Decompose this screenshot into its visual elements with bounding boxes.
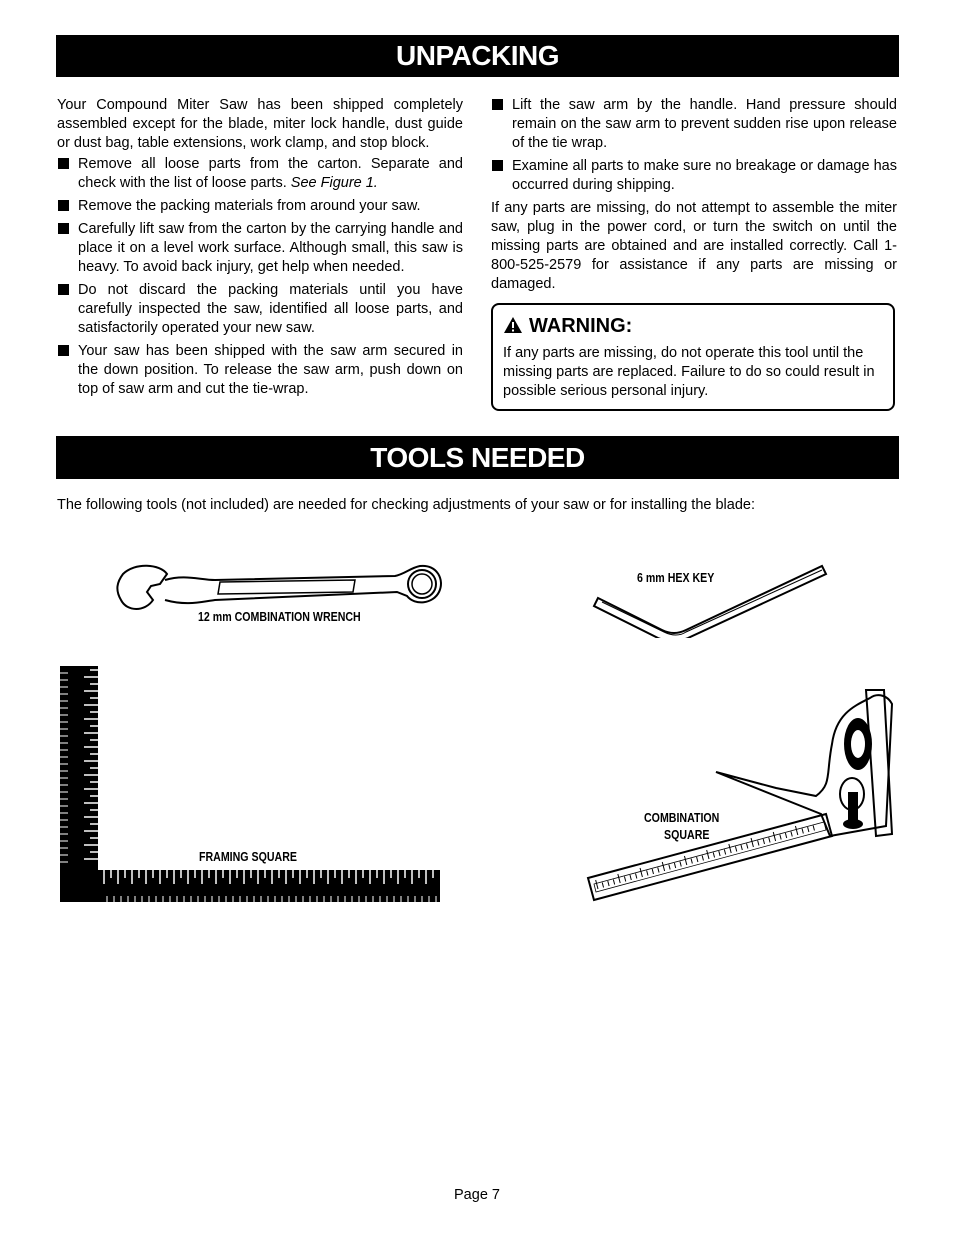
list-item (57, 220, 463, 277)
unpacking-left-column (57, 96, 463, 403)
list-item (491, 96, 897, 153)
unpacking-intro: Your Compound Miter Saw has been shipped completely assembled except for the blade, miter lock handle, dust guide or dust bag, table extensions, work clamp, and stop block. (57, 97, 463, 151)
section-title-tools-needed: TOOLS NEEDED (56, 436, 899, 479)
list-item (491, 157, 897, 195)
figure-reference: See Figure 1. (290, 175, 378, 191)
bullet-text: Your saw has been shipped with the saw arm secured in the down position. To release the saw arm, push down on top of saw arm and cut the tie-wrap. (78, 343, 463, 397)
bullet-text: Do not discard the packing materials until you have carefully inspected the saw, identified all loose parts, and satisfactorily operated your new saw. (78, 282, 463, 336)
page-number: Page 7 (454, 1187, 500, 1203)
combination-square-label-line2: SQUARE (664, 828, 710, 842)
bullet-text: Remove the packing materials from around your saw. (78, 198, 421, 214)
warning-box (491, 303, 895, 411)
combination-square-label-line1: COMBINATION (644, 811, 720, 825)
bullet-square-icon (492, 99, 503, 110)
bullet-square-icon (58, 158, 69, 169)
bullet-square-icon (58, 345, 69, 356)
hex-key-label: 6 mm HEX KEY (637, 571, 715, 585)
tools-intro: The following tools (not included) are needed for checking adjustments of your saw or for installing the blade: (57, 497, 756, 513)
warning-triangle-icon (503, 316, 523, 334)
list-item (57, 197, 463, 216)
list-item (57, 342, 463, 399)
bullet-square-icon (58, 284, 69, 295)
warning-title (503, 315, 632, 337)
wrench-label: 12 mm COMBINATION WRENCH (198, 610, 361, 624)
bullet-text: Carefully lift saw from the carton by the carrying handle and place it on a level work surface. Although small, this saw is heavy. To avoid back injury, get help when needed. (78, 221, 463, 275)
section-title-unpacking: UNPACKING (56, 35, 899, 77)
missing-parts-paragraph: If any parts are missing, do not attempt to assemble the miter saw, plug in the power cord, or turn the switch on until the missing parts are obtained and are installed correctly. Call 1-800-525-2579 for assistance if any parts are missing or damaged. (491, 200, 897, 292)
bullet-text: Examine all parts to make sure no breakage or damage has occurred during shipping. (512, 158, 897, 193)
bullet-square-icon (58, 223, 69, 234)
bullet-square-icon (492, 160, 503, 171)
framing-square-label: FRAMING SQUARE (199, 850, 297, 864)
combination-square-illustration (586, 684, 896, 906)
warning-text: If any parts are missing, do not operate this tool until the missing parts are replaced. Failure to do so could result in possible serious personal injury. (503, 345, 875, 399)
unpacking-right-column (491, 96, 897, 294)
list-item (57, 281, 463, 338)
bullet-square-icon (58, 200, 69, 211)
list-item (57, 155, 463, 193)
framing-square-illustration (60, 666, 442, 904)
bullet-text: Lift the saw arm by the handle. Hand pressure should remain on the saw arm to prevent sudden rise upon release of the tie wrap. (512, 97, 897, 151)
warning-title-text: WARNING: (529, 315, 633, 337)
bullet-text: Remove all loose parts from the carton. Separate and check with the list of loose parts. (78, 156, 463, 191)
